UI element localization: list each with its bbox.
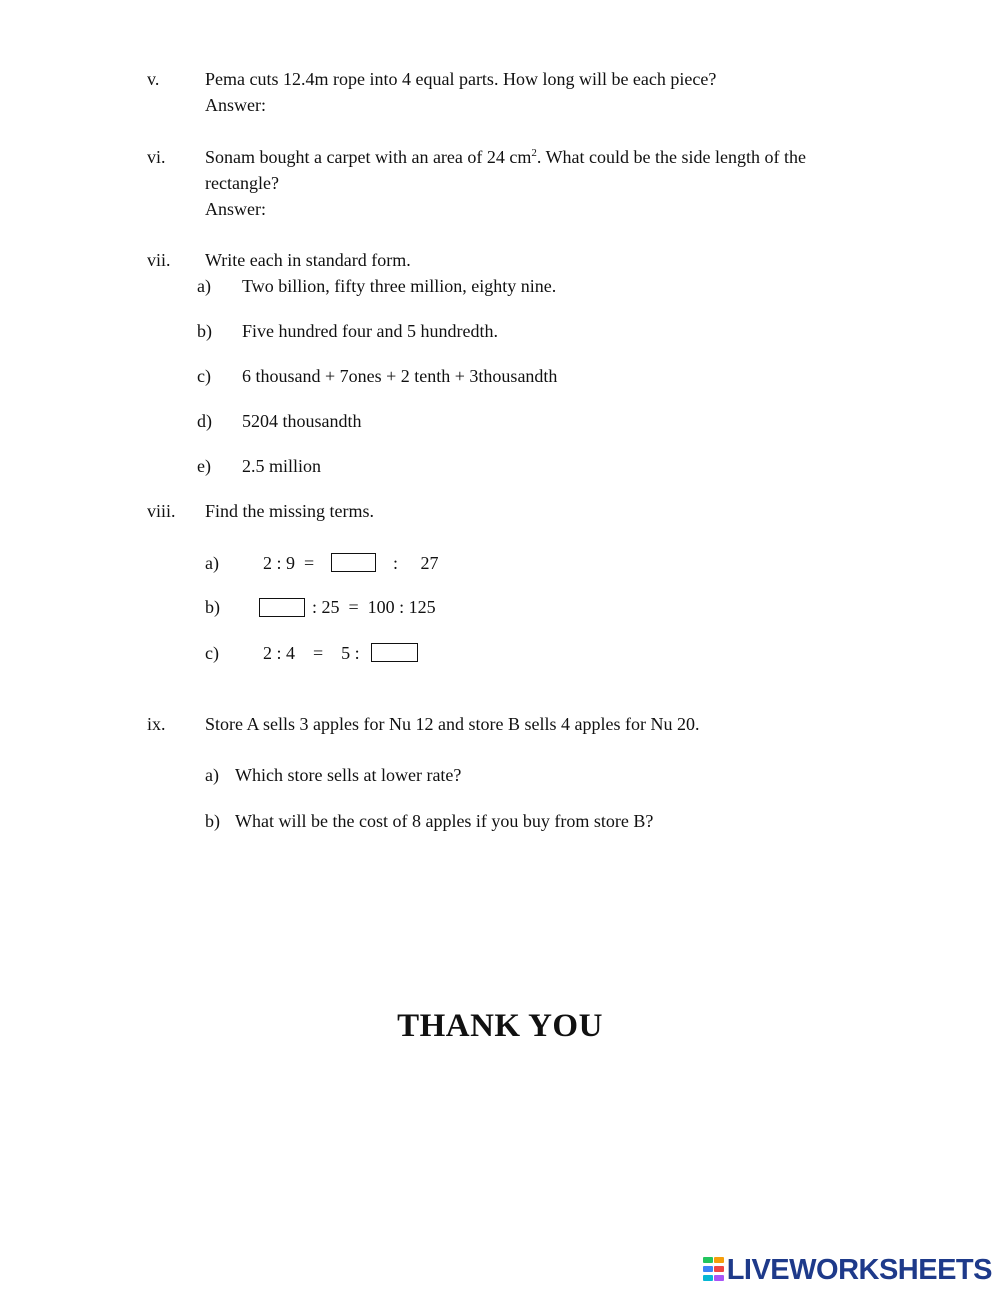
superscript-2: 2 <box>531 147 537 159</box>
vii-item-e-label: e) <box>197 456 211 476</box>
question-vi-text: Sonam bought a carpet with an area of 24 $cm^2$. What could be the side length of the <box>205 147 806 167</box>
viii-a-answer-box[interactable] <box>331 553 376 572</box>
question-vii-text: Write each in standard form. <box>205 250 411 270</box>
vii-item-a-label: a) <box>197 276 211 296</box>
question-viii-text: Find the missing terms. <box>205 501 375 521</box>
ix-item-b-label: b) <box>205 811 220 831</box>
thank-you-heading: THANK YOU <box>397 1008 603 1044</box>
question-ix-text: Store A sells 3 apples for Nu 12 and store B sells 4 apples for Nu 20. <box>205 714 700 734</box>
question-vi-answer-label: Answer: <box>205 199 266 219</box>
vii-item-e-text: 2.5 million <box>242 456 322 476</box>
question-v-text: Pema cuts 12.4m rope into 4 equal parts. How long will be each piece? <box>205 69 717 89</box>
vii-item-d-label: d) <box>197 411 212 431</box>
viii-item-a-label: a) <box>205 553 219 573</box>
vii-item-c-label: c) <box>197 366 211 386</box>
viii-item-c-left: 2 : 4 = 5 : <box>263 643 360 663</box>
question-v-answer-label: Answer: <box>205 95 266 115</box>
ix-item-a-label: a) <box>205 765 219 785</box>
vii-item-c-text: 6 thousand + 7ones + 2 tenth + 3thousandth <box>242 366 558 386</box>
question-ix-number: ix. <box>147 714 166 734</box>
viii-item-c-label: c) <box>205 643 219 663</box>
logo-square <box>714 1275 724 1281</box>
logo-square <box>703 1266 713 1272</box>
question-vi-number: vi. <box>147 147 166 167</box>
liveworksheets-logo-icon <box>703 1257 725 1283</box>
question-viii-number: viii. <box>147 501 176 521</box>
logo-square <box>703 1257 713 1263</box>
vii-item-a-text: Two billion, fifty three million, eighty nine. <box>242 276 557 296</box>
logo-square <box>703 1275 713 1281</box>
question-vii-number: vii. <box>147 250 171 270</box>
viii-item-b-label: b) <box>205 597 220 617</box>
vii-item-b-text: Five hundred four and 5 hundredth. <box>242 321 498 341</box>
liveworksheets-logo <box>703 1253 992 1287</box>
logo-square <box>714 1266 724 1272</box>
liveworksheets-logo-text: LIVEWORKSHEETS <box>726 1254 992 1286</box>
vii-item-d-text: 5204 thousandth <box>242 411 362 431</box>
viii-item-a-left: 2 : 9 = <box>263 553 315 573</box>
question-vi-text-line2: rectangle? <box>205 173 279 193</box>
viii-item-a-right: : 27 <box>393 553 439 573</box>
question-v-number: v. <box>147 69 160 89</box>
ix-item-a-text: Which store sells at lower rate? <box>235 765 462 785</box>
logo-square <box>714 1257 724 1263</box>
vii-item-b-label: b) <box>197 321 212 341</box>
viii-c-answer-box[interactable] <box>371 643 418 662</box>
viii-b-answer-box[interactable] <box>259 598 305 617</box>
viii-item-b-right: : 25 = 100 : 125 <box>312 597 436 617</box>
ix-item-b-text: What will be the cost of 8 apples if you buy from store B? <box>235 811 654 831</box>
